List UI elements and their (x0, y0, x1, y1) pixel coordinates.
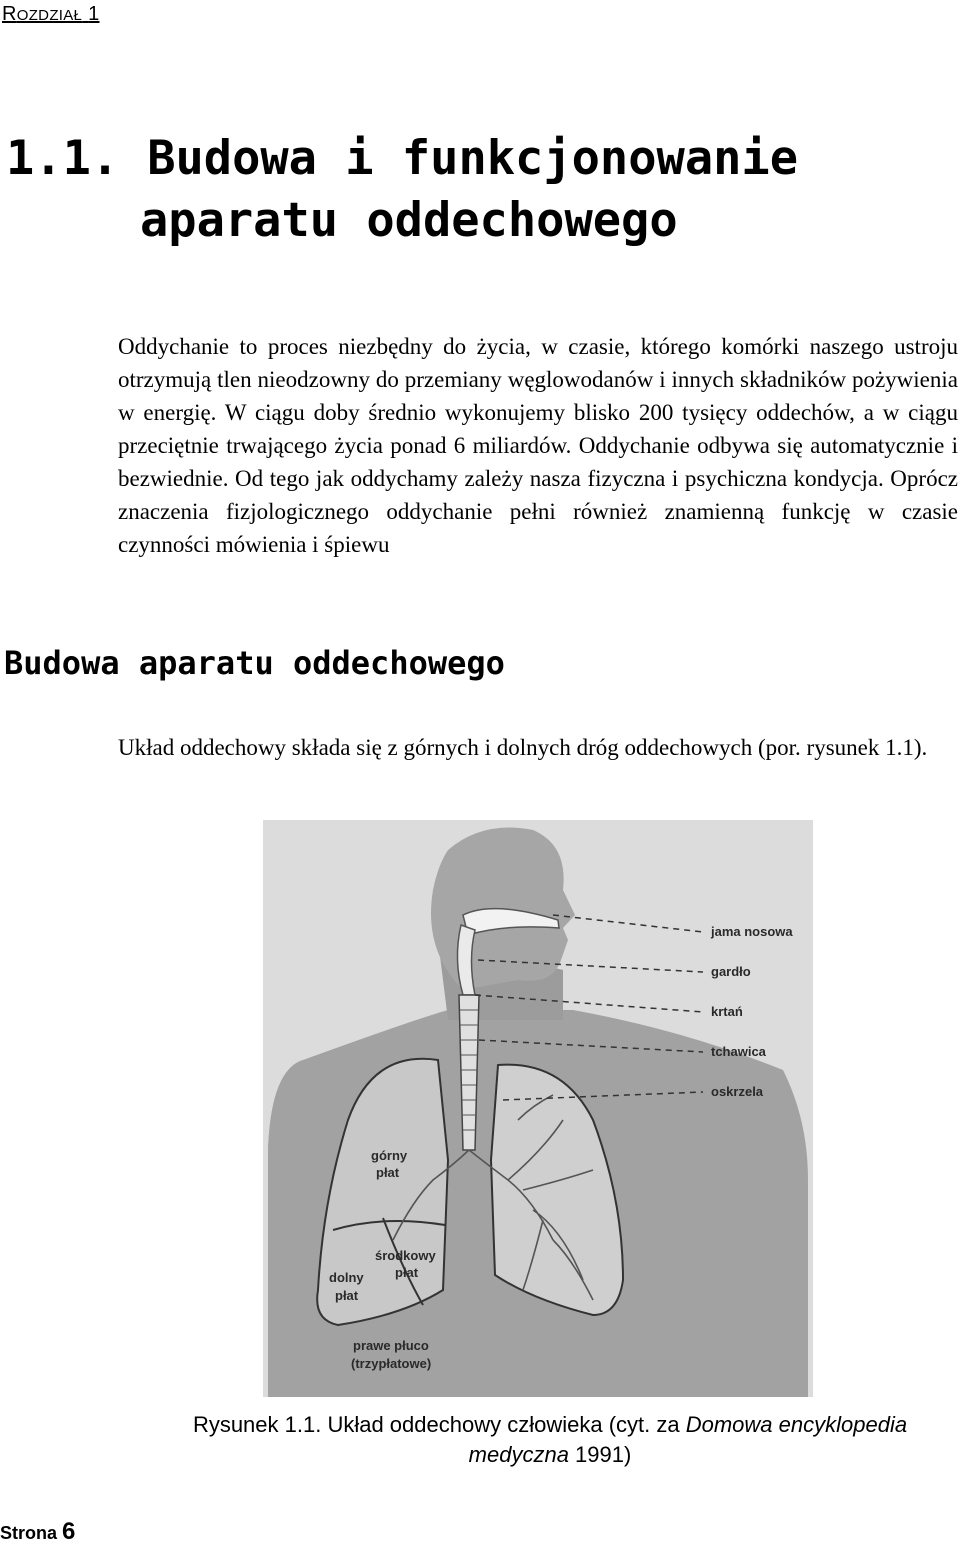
caption-prefix: Rysunek 1.1. Układ oddechowy człowieka (cyt. za (192, 1412, 686, 1437)
respiratory-system-figure (263, 820, 813, 1397)
label-upper-lobe-1: górny (371, 1148, 408, 1163)
label-lower-lobe-1: dolny (329, 1270, 364, 1285)
chapter-number: 1.1. (6, 131, 120, 186)
respiratory-diagram (263, 820, 813, 1397)
running-header-initial: R (2, 3, 17, 25)
label-middle-lobe-1: środkowy (375, 1248, 436, 1263)
chapter-title-line2: aparatu oddechowego (140, 193, 678, 248)
label-trachea: tchawica (711, 1044, 766, 1059)
label-upper-lobe-2: płat (376, 1165, 400, 1180)
section-heading: Budowa aparatu oddechowego (4, 644, 505, 682)
label-right-lung-1: prawe płuco (353, 1338, 429, 1353)
figure-caption (150, 1410, 950, 1470)
running-header (2, 3, 100, 26)
label-nasal-cavity: jama nosowa (711, 924, 793, 939)
label-larynx: krtań (711, 1004, 743, 1019)
page-footer (0, 1518, 75, 1546)
page-number: 6 (62, 1518, 76, 1545)
label-lower-lobe-2: płat (335, 1288, 359, 1303)
label-bronchi: oskrzela (711, 1084, 764, 1099)
chapter-title (6, 128, 798, 252)
label-middle-lobe-2: płat (395, 1265, 419, 1280)
section-paragraph: Układ oddechowy składa się z górnych i dolnych dróg oddechowych (por. rysunek 1.1). (118, 735, 928, 760)
label-right-lung-2: (trzypłatowe) (351, 1356, 432, 1371)
running-header-chapter: OZDZIAŁ (16, 7, 83, 24)
running-header-number: 1 (88, 3, 100, 25)
caption-suffix: 1991) (568, 1442, 632, 1467)
footer-label: Strona (0, 1523, 58, 1543)
trachea (459, 995, 479, 1150)
intro-paragraph: Oddychanie to proces niezbędny do życia, w czasie, którego komórki naszego ustroju otrzymują tlen nieodzowny do przemiany węglowodanów i innych składników pożywienia w energię. W ciągu doby średnio wykonujemy blisko 200 tysięcy oddechów, a w ciągu przeciętnie trwającego życia ponad 6 miliardów. Oddychanie odbywa się automatycznie i bezwiednie. Od tego jak oddychamy zależy nasza fizyczna i psychiczna kondycja. Oprócz znaczenia fizjologicznego oddychanie pełni również znamienną funkcję w czasie czynności mówienia i śpiewu (118, 334, 958, 557)
label-pharynx: gardło (711, 964, 751, 979)
chapter-title-line1: Budowa i funkcjonowanie (147, 131, 799, 186)
caption-source: Domowa encyklopedia medyczna (468, 1412, 908, 1467)
